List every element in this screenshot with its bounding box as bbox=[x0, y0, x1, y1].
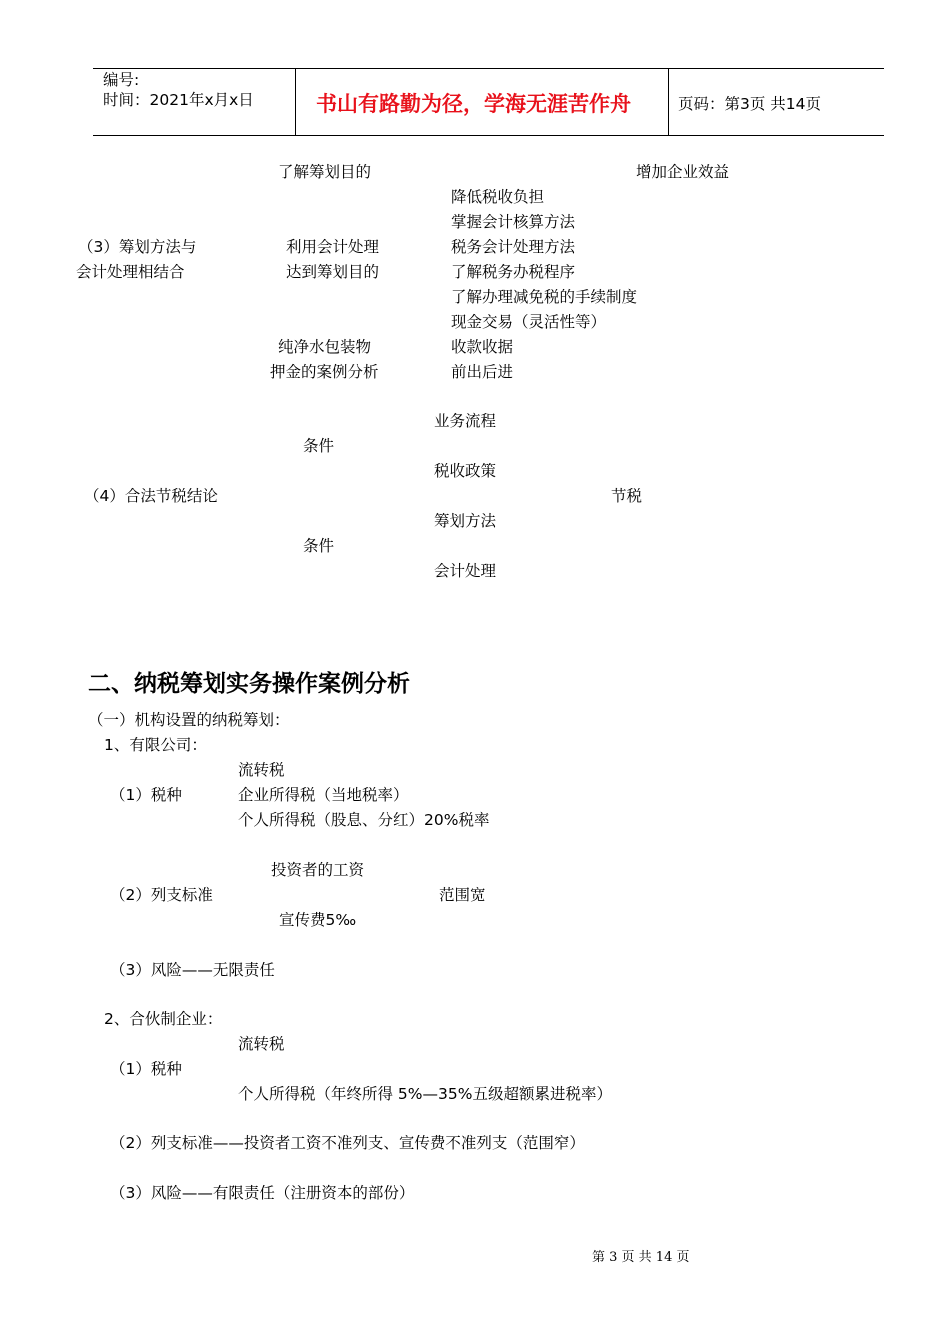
header-time-label: 时间：2021年x月x日 bbox=[103, 91, 254, 109]
partnership-tax-item: 流转税 bbox=[238, 1035, 285, 1053]
company-tax-item: 个人所得税（股息、分红）20%税率 bbox=[238, 811, 490, 829]
header-divider-right bbox=[668, 68, 669, 136]
header-divider-left bbox=[295, 68, 296, 136]
section3-reduce: 降低税收负担 bbox=[451, 188, 545, 206]
partnership-title: 2、合伙制企业： bbox=[104, 1010, 223, 1028]
header-bottom-rule bbox=[93, 135, 884, 136]
partnership-tax-label: （1）税种 bbox=[110, 1060, 182, 1078]
section3-goal: 了解筹划目的 bbox=[278, 163, 372, 181]
section3-mid-line1: 利用会计处理 bbox=[286, 238, 380, 256]
company-std-scope: 范围宽 bbox=[439, 886, 486, 904]
company-title: 1、有限公司： bbox=[104, 736, 207, 754]
section3-item: 掌握会计核算方法 bbox=[451, 213, 576, 231]
company-std-item: 投资者的工资 bbox=[271, 861, 365, 879]
section3-item: 了解税务办税程序 bbox=[451, 263, 576, 281]
section3-title-line1: （3）筹划方法与 bbox=[78, 238, 197, 256]
section4-result: 节税 bbox=[611, 487, 643, 505]
section3-case-item: 前出后进 bbox=[451, 363, 514, 381]
part2-heading: 二、纳税筹划实务操作案例分析 bbox=[88, 671, 410, 697]
section3-case-line1: 纯净水包装物 bbox=[278, 338, 372, 356]
company-std-label: （2）列支标准 bbox=[110, 886, 213, 904]
footer-page-number: 第 3 页 共 14 页 bbox=[592, 1250, 690, 1265]
company-tax-label: （1）税种 bbox=[110, 786, 182, 804]
header-number-label: 编号: bbox=[103, 71, 140, 89]
section3-item: 现金交易（灵活性等） bbox=[451, 313, 607, 331]
partnership-std: （2）列支标准——投资者工资不准列支、宣传费不准列支（范围窄） bbox=[110, 1134, 585, 1152]
section3-item: 了解办理减免税的手续制度 bbox=[451, 288, 638, 306]
section4-condition: 条件 bbox=[303, 437, 335, 455]
section3-case-item: 收款收据 bbox=[451, 338, 514, 356]
section4-item: 会计处理 bbox=[434, 562, 497, 580]
section4-title: （4）合法节税结论 bbox=[84, 487, 218, 505]
section3-case-line2: 押金的案例分析 bbox=[270, 363, 379, 381]
part2-subheading: （一）机构设置的纳税筹划： bbox=[88, 711, 290, 729]
section3-title-line2: 会计处理相结合 bbox=[76, 263, 185, 281]
company-tax-item: 流转税 bbox=[238, 761, 285, 779]
company-std-item: 宣传费5‰ bbox=[279, 911, 357, 929]
header-page-label: 页码：第3页 共14页 bbox=[678, 95, 822, 113]
company-tax-item: 企业所得税（当地税率） bbox=[238, 786, 409, 804]
section3-item: 税务会计处理方法 bbox=[451, 238, 576, 256]
partnership-tax-item: 个人所得税（年终所得 5%—35%五级超额累进税率） bbox=[238, 1085, 612, 1103]
section4-item: 业务流程 bbox=[434, 412, 497, 430]
section4-item: 税收政策 bbox=[434, 462, 497, 480]
partnership-risk: （3）风险——有限责任（注册资本的部份） bbox=[110, 1184, 415, 1202]
header-top-rule bbox=[93, 68, 884, 69]
header-motto: 书山有路勤为径，学海无涯苦作舟 bbox=[316, 92, 631, 116]
section3-mid-line2: 达到筹划目的 bbox=[286, 263, 380, 281]
section3-benefit: 增加企业效益 bbox=[636, 163, 730, 181]
section4-item: 筹划方法 bbox=[434, 512, 497, 530]
section4-condition: 条件 bbox=[303, 537, 335, 555]
company-risk: （3）风险——无限责任 bbox=[110, 961, 275, 979]
